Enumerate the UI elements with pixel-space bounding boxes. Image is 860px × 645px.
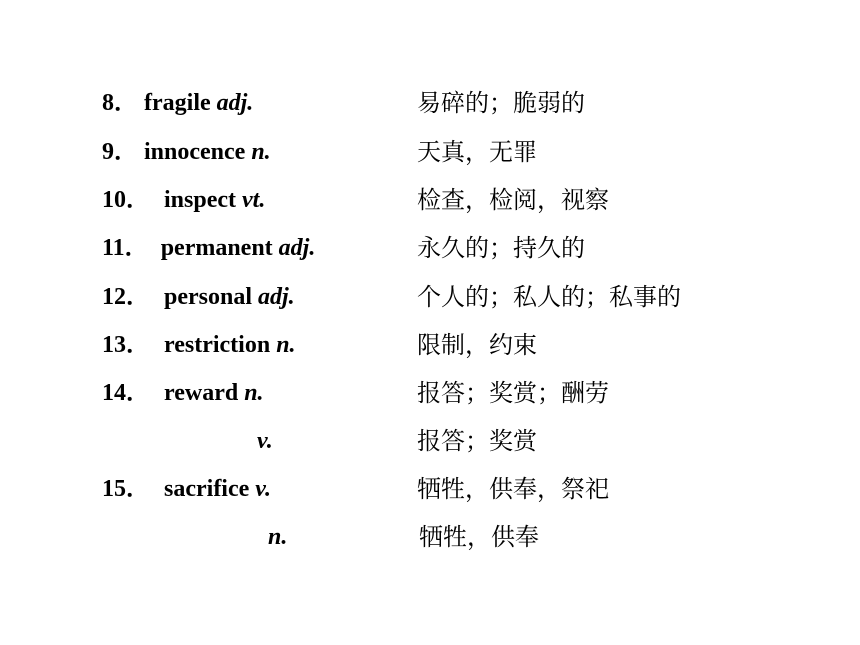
vocab-meaning: 永久的；持久的 [417,234,585,262]
vocab-row [0,521,860,561]
vocab-meaning: 个人的；私人的；私事的 [417,283,681,311]
vocab-row [0,473,860,513]
vocab-term: 13． restriction n. [102,332,296,358]
vocab-meaning: 报答；奖赏 [417,427,537,455]
vocab-term: 9． innocence n. [102,139,271,165]
vocab-row [0,87,860,127]
vocab-term: 11． permanent adj. [102,235,316,261]
vocab-meaning: 天真，无罪 [417,138,537,166]
vocab-meaning: 易碎的；脆弱的 [417,89,585,117]
vocab-term: 8． fragile adj. [102,90,254,116]
vocab-row [0,329,860,369]
vocab-meaning: 牺牲，供奉，祭祀 [417,475,609,503]
vocab-row [0,377,860,417]
vocab-meaning: 牺牲，供奉 [419,523,539,551]
vocab-row [0,425,860,465]
vocab-meaning: 检查，检阅，视察 [417,186,609,214]
vocab-term: v. [257,428,273,454]
vocab-row [0,281,860,321]
vocab-term: 10． inspect vt. [102,187,266,213]
vocab-meaning: 报答；奖赏；酬劳 [417,379,609,407]
vocab-term: 12． personal adj. [102,284,295,310]
vocab-term: 14． reward n. [102,380,264,406]
vocab-row [0,232,860,272]
vocab-term: 15． sacrifice v. [102,476,272,502]
vocab-meaning: 限制，约束 [417,331,537,359]
vocab-row [0,136,860,176]
vocab-term: n. [268,524,288,550]
vocab-row [0,184,860,224]
